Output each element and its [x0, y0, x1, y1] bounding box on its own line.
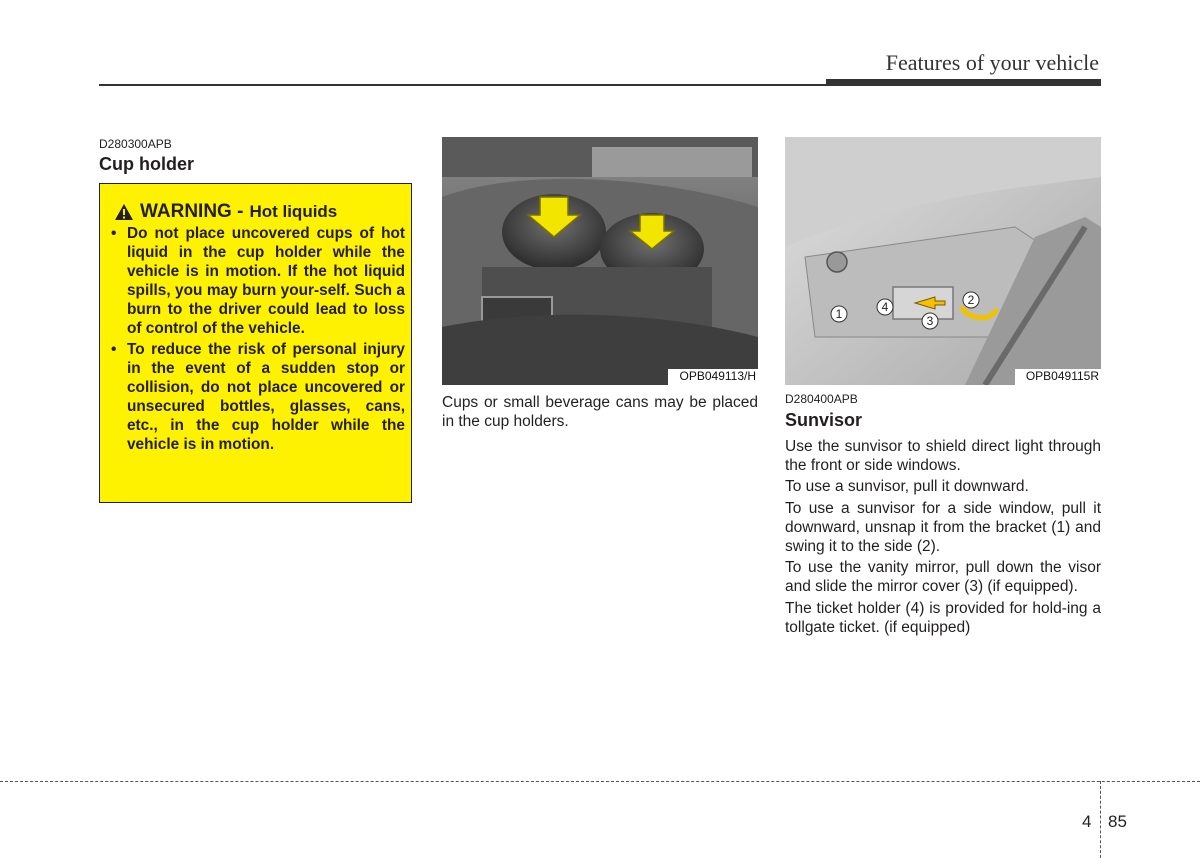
- cup-holder-heading: Cup holder: [99, 154, 194, 174]
- sunvisor-paragraph: The ticket holder (4) is provided for hold-ing a tollgate ticket. (if equipped): [785, 599, 1101, 636]
- chapter-number: 4: [1082, 812, 1092, 831]
- photo-code: OPB049113/H: [679, 369, 756, 383]
- svg-text:2: 2: [967, 293, 975, 307]
- footer-divider: [1100, 781, 1101, 858]
- warning-header: [114, 200, 337, 224]
- header-rule: [99, 84, 826, 86]
- callout-3: [922, 313, 938, 329]
- sunvisor-photo: [785, 137, 1101, 385]
- sunvisor-heading: Sunvisor: [785, 410, 863, 430]
- warning-list: [108, 224, 405, 456]
- footer-rule: [0, 781, 1200, 782]
- sunvisor-paragraph: To use a sunvisor, pull it downward.: [785, 478, 1029, 496]
- cup-holder-photo: [442, 137, 758, 385]
- warning-box: [99, 183, 412, 503]
- header-rule-accent: [826, 79, 1101, 86]
- sunvisor-paragraph: To use a sunvisor for a side window, pull it downward, unsnap it from the bracket (1) and swing it to the side (2).: [785, 499, 1101, 556]
- running-header: Features of your vehicle: [885, 50, 1099, 75]
- warning-item: • Do not place uncovered cups of hot liquid in the cup holder while the vehicle is in motion. If the hot liquid spills, you may burn your-self. Such a burn to the driver could lead to loss of control of the vehicle.: [108, 224, 405, 338]
- svg-text:3: 3: [926, 314, 934, 328]
- callout-2: [963, 292, 979, 308]
- warning-label: WARNING -: [140, 201, 244, 222]
- sunvisor-paragraph: To use the vanity mirror, pull down the visor and slide the mirror cover (3) (if equipped).: [785, 559, 1101, 596]
- svg-text:1: 1: [835, 307, 843, 321]
- callout-1: [831, 306, 847, 322]
- sunvisor-body: [785, 437, 1101, 639]
- warning-triangle-icon: [114, 203, 134, 221]
- callout-4: [877, 299, 893, 315]
- warning-item: • To reduce the risk of personal injury in the event of a sudden stop or collision, do not place uncovered or unsecured bottles, glasses, cans, etc., in the cup holder while the vehicle is in motion.: [108, 340, 405, 454]
- sunvisor-code: D280400APB: [785, 392, 858, 406]
- photo-code: OPB049115R: [1025, 369, 1099, 383]
- svg-text:4: 4: [881, 300, 889, 314]
- cup-holder-caption: Cups or small beverage cans may be placed in the cup holders.: [442, 394, 758, 431]
- cup-holder-code: D280300APB: [99, 137, 172, 151]
- warning-subtitle: Hot liquids: [249, 202, 338, 221]
- sunvisor-paragraph: Use the sunvisor to shield direct light through the front or side windows.: [785, 438, 1101, 475]
- page-number: 85: [1108, 812, 1127, 831]
